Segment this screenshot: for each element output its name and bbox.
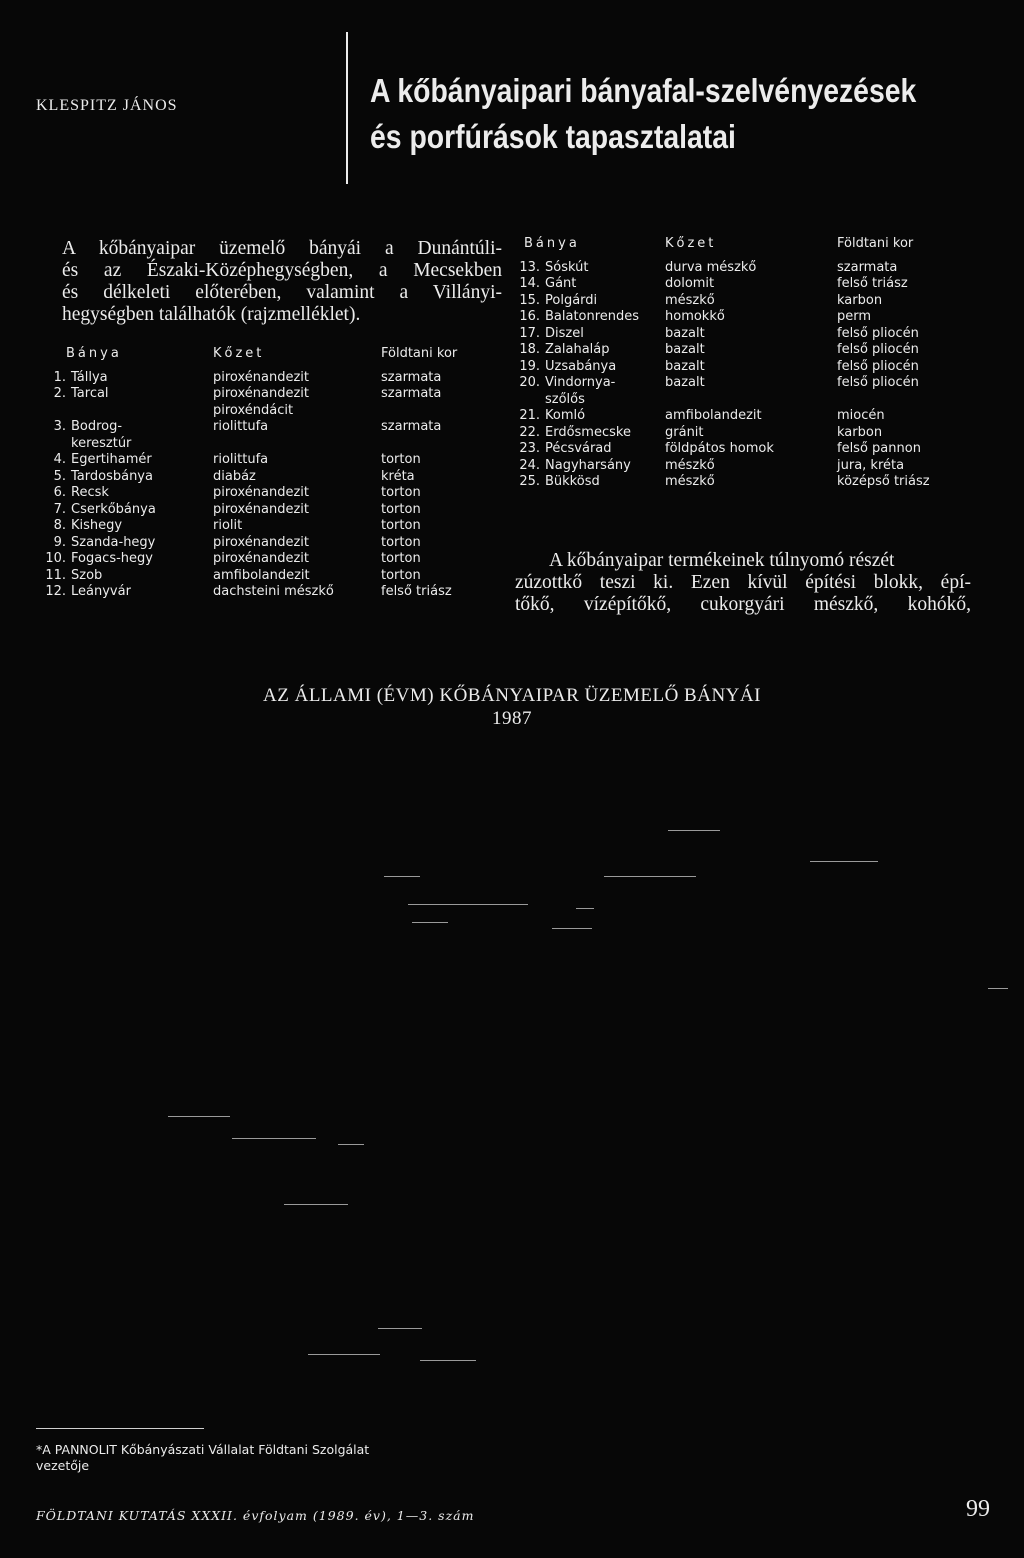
cell-kozet: homokkő <box>665 309 725 324</box>
header-kozet: Kőzet <box>665 236 717 251</box>
table-body-right <box>518 260 930 491</box>
header-divider <box>346 32 348 184</box>
quarry-name: Bükkösd <box>545 474 600 489</box>
map-line <box>552 928 592 929</box>
quarry-name: Cserkőbánya <box>71 501 156 517</box>
table-row <box>44 452 457 469</box>
map-line <box>668 830 720 831</box>
products-line: A kőbányaipar termékeinek túlnyomó részét <box>549 550 895 571</box>
table-row <box>518 276 930 293</box>
cell-kozet: piroxéndácit <box>213 402 294 418</box>
table-row <box>44 370 457 387</box>
cell-kor: felső pliocén <box>837 375 919 390</box>
cell-banya <box>518 260 665 277</box>
row-number: 25. <box>519 474 540 489</box>
cell-kor: torton <box>381 534 421 550</box>
cell-kor: karbon <box>837 292 883 308</box>
cell-kozet: mészkő <box>665 292 715 308</box>
map-line <box>408 904 528 905</box>
row-number: 17. <box>519 325 540 341</box>
quarry-name: Diszel <box>545 325 584 341</box>
cell-kor: kréta <box>381 468 415 484</box>
cell-banya <box>44 469 213 486</box>
table-row <box>518 425 930 442</box>
row-number: 21. <box>519 408 540 423</box>
row-number: 13. <box>519 259 540 275</box>
cell-kozet: dolomit <box>665 276 715 291</box>
cell-kor: felső pliocén <box>837 358 919 374</box>
quarry-name: Gánt <box>545 276 577 291</box>
quarry-name: szőlős <box>545 391 585 407</box>
cell-banya <box>518 293 665 310</box>
quarry-name: keresztúr <box>71 435 132 451</box>
map-line <box>338 1144 364 1145</box>
cell-kozet: amfibolandezit <box>213 567 310 583</box>
cell-kor: torton <box>381 501 421 517</box>
cell-banya <box>518 359 665 376</box>
map-line <box>988 988 1008 989</box>
table-row <box>44 551 457 568</box>
quarry-name: Pécsvárad <box>545 441 612 456</box>
intro-line: és az Északi-Középhegységben, a Mecsekben <box>62 260 502 281</box>
footnote-rule <box>36 1428 204 1429</box>
table-row <box>518 458 930 475</box>
intro-paragraph <box>62 238 502 326</box>
table-row <box>44 485 457 502</box>
table-row <box>518 392 930 409</box>
cell-banya <box>44 584 213 601</box>
products-paragraph <box>515 550 971 616</box>
cell-banya <box>44 568 213 585</box>
cell-banya <box>518 408 665 425</box>
table-row <box>44 502 457 519</box>
map-line <box>308 1354 380 1355</box>
row-number: 8. <box>53 518 66 533</box>
map-caption <box>0 684 1024 730</box>
cell-kor: felső pliocén <box>837 325 919 341</box>
row-number: 11. <box>45 567 66 583</box>
cell-kozet: durva mészkő <box>665 259 757 275</box>
cell-banya <box>518 342 665 359</box>
table-row <box>44 419 457 436</box>
cell-kor: szarmata <box>381 419 442 434</box>
map-line <box>284 1204 348 1205</box>
cell-kor: torton <box>381 551 421 566</box>
table-row <box>518 293 930 310</box>
cell-banya <box>518 458 665 475</box>
cell-kozet: piroxénandezit <box>213 551 309 566</box>
cell-banya <box>44 535 213 552</box>
table-row <box>44 584 457 601</box>
cell-kor: karbon <box>837 424 883 440</box>
products-line: zúzottkő teszi ki. Ezen kívül építési blokk, épí- <box>515 572 971 593</box>
cell-kor: miocén <box>837 408 885 423</box>
row-number: 4. <box>53 452 66 467</box>
cell-banya <box>518 375 665 392</box>
row-number: 2. <box>53 386 66 401</box>
table-row <box>44 403 457 420</box>
map-title: AZ ÁLLAMI (ÉVM) KŐBÁNYAIPAR ÜZEMELŐ BÁNYÁI <box>263 685 761 706</box>
cell-kozet: riolittufa <box>213 452 269 467</box>
cell-kor: szarmata <box>381 386 442 401</box>
cell-kor: perm <box>837 309 872 324</box>
quarry-table-right <box>518 236 930 491</box>
row-number: 3. <box>53 419 66 434</box>
quarry-name: Fogacs-hegy <box>71 551 153 566</box>
map-line <box>420 1360 476 1361</box>
quarry-name: Tardosbánya <box>71 468 153 484</box>
journal-citation: FÖLDTANI KUTATÁS XXXII. évfolyam (1989. év), 1—3. szám <box>36 1508 475 1523</box>
cell-banya <box>44 518 213 535</box>
cell-kor: felső pannon <box>837 441 921 456</box>
header-banya: Bánya <box>66 346 122 361</box>
table-row <box>44 436 457 453</box>
cell-kozet <box>213 436 381 453</box>
cell-kor <box>381 436 457 453</box>
page-number: 99 <box>966 1496 990 1522</box>
cell-banya <box>44 436 213 453</box>
cell-kor: középső triász <box>837 474 930 489</box>
cell-kozet: piroxénandezit <box>213 369 309 385</box>
quarry-name: Nagyharsány <box>545 457 631 473</box>
title-line-2: és porfúrások tapasztalatai <box>370 118 736 155</box>
row-number: 16. <box>519 309 540 324</box>
table-row <box>518 326 930 343</box>
intro-line: és délkeleti előterében, valamint a Villányi- <box>62 282 502 303</box>
cell-kozet: dachsteini mészkő <box>213 584 334 599</box>
author-name: KLESPITZ JÁNOS <box>36 97 178 114</box>
cell-kozet: gránit <box>665 424 704 440</box>
row-number: 18. <box>519 342 540 357</box>
cell-kor: torton <box>381 567 421 583</box>
cell-kozet: amfibolandezit <box>665 408 762 423</box>
cell-banya <box>44 403 213 420</box>
map-line <box>168 1116 230 1117</box>
cell-kor: felső triász <box>837 276 908 291</box>
header-kor: Földtani kor <box>381 346 458 361</box>
cell-kozet: riolit <box>213 518 243 533</box>
intro-line: A kőbányaipar üzemelő bányái a Dunántúli- <box>62 238 502 259</box>
quarry-name: Tállya <box>71 369 108 385</box>
row-number: 14. <box>519 276 540 291</box>
quarry-name: Uzsabánya <box>545 358 617 374</box>
row-number: 20. <box>519 375 540 390</box>
header-kozet: Kőzet <box>213 346 265 361</box>
cell-kor: felső triász <box>381 584 452 599</box>
quarry-name: Bodrog- <box>71 419 123 434</box>
quarry-name: Kishegy <box>71 518 123 533</box>
table-row <box>518 441 930 458</box>
cell-kozet <box>665 392 837 409</box>
cell-banya <box>44 452 213 469</box>
cell-banya <box>44 419 213 436</box>
cell-banya <box>518 309 665 326</box>
row-number: 12. <box>45 584 66 599</box>
table-row <box>518 309 930 326</box>
cell-kozet: földpátos homok <box>665 441 774 456</box>
table-row <box>518 260 930 277</box>
table-row <box>518 474 930 491</box>
article-title <box>370 68 916 160</box>
map-line <box>604 876 696 877</box>
cell-kozet: piroxénandezit <box>213 534 309 550</box>
row-number: 24. <box>519 457 540 473</box>
table-row <box>518 375 930 392</box>
cell-kor: szarmata <box>837 259 898 275</box>
quarry-name: Tarcal <box>71 386 109 401</box>
map-year: 1987 <box>492 708 532 729</box>
cell-kozet: bazalt <box>665 342 705 357</box>
table-row <box>44 568 457 585</box>
quarry-name: Erdősmecske <box>545 424 631 440</box>
table-row <box>44 535 457 552</box>
cell-banya <box>44 370 213 387</box>
cell-kozet: bazalt <box>665 325 705 341</box>
table-row <box>518 359 930 376</box>
cell-kozet: mészkő <box>665 474 715 489</box>
header-kor: Földtani kor <box>837 236 914 251</box>
footnote <box>36 1442 496 1474</box>
table-header-row <box>44 346 457 370</box>
table-row <box>44 386 457 403</box>
quarry-name: Szanda-hegy <box>71 534 156 550</box>
map-area <box>0 760 1024 1420</box>
cell-kozet: bazalt <box>665 358 705 374</box>
cell-kozet: riolittufa <box>213 419 269 434</box>
cell-banya <box>518 392 665 409</box>
cell-banya <box>44 485 213 502</box>
cell-kor <box>837 392 930 409</box>
cell-banya <box>44 386 213 403</box>
map-line <box>378 1328 422 1329</box>
cell-kor: torton <box>381 452 421 467</box>
table-row <box>44 518 457 535</box>
quarry-name: Egertihamér <box>71 452 152 467</box>
table-body-left <box>44 370 457 601</box>
cell-kor: torton <box>381 518 421 533</box>
quarry-name: Polgárdi <box>545 292 598 308</box>
cell-kozet: diabáz <box>213 468 256 484</box>
map-line <box>810 861 878 862</box>
map-line <box>576 908 594 909</box>
header-banya: Bánya <box>524 236 580 251</box>
row-number: 1. <box>53 369 66 385</box>
cell-kozet: piroxénandezit <box>213 386 309 401</box>
table-header-row <box>518 236 930 260</box>
cell-kor: jura, kréta <box>837 457 905 473</box>
cell-kor <box>381 403 457 420</box>
quarry-name: Komló <box>545 408 586 423</box>
cell-banya <box>518 276 665 293</box>
row-number: 22. <box>519 424 540 440</box>
quarry-name: Zalahaláp <box>545 342 610 357</box>
cell-banya <box>518 441 665 458</box>
row-number: 5. <box>53 468 66 484</box>
products-line: tőkő, vízépítőkő, cukorgyári mészkő, kohókő, <box>515 594 971 615</box>
quarry-name: Recsk <box>71 485 109 500</box>
map-line <box>232 1138 316 1139</box>
table-row <box>518 408 930 425</box>
cell-banya <box>518 425 665 442</box>
quarry-table-left <box>44 346 457 601</box>
row-number: 10. <box>45 551 66 566</box>
row-number: 15. <box>519 292 540 308</box>
intro-line: hegységben találhatók (rajzmelléklet). <box>62 304 361 325</box>
cell-banya <box>518 474 665 491</box>
table-row <box>518 342 930 359</box>
cell-banya <box>518 326 665 343</box>
cell-kozet: bazalt <box>665 375 705 390</box>
map-line <box>384 876 420 877</box>
row-number: 9. <box>53 534 66 550</box>
map-line <box>412 922 448 923</box>
cell-kozet: piroxénandezit <box>213 485 309 500</box>
cell-banya <box>44 551 213 568</box>
cell-kor: felső pliocén <box>837 342 919 357</box>
row-number: 6. <box>53 485 66 500</box>
footnote-line: vezetője <box>36 1458 90 1473</box>
quarry-name: Leányvár <box>71 584 131 599</box>
title-line-1: A kőbányaipari bányafal-szelvényezések <box>370 72 917 109</box>
row-number: 19. <box>519 358 540 374</box>
row-number: 23. <box>519 441 540 456</box>
quarry-name: Vindornya- <box>545 375 616 390</box>
quarry-name: Szob <box>71 567 103 583</box>
footnote-line: *A PANNOLIT Kőbányászati Vállalat Földtani Szolgálat <box>36 1442 370 1457</box>
table-row <box>44 469 457 486</box>
cell-kozet: piroxénandezit <box>213 501 309 517</box>
quarry-name: Sóskút <box>545 259 589 275</box>
cell-kor: szarmata <box>381 369 442 385</box>
row-number: 7. <box>53 501 66 517</box>
cell-kozet: mészkő <box>665 457 715 473</box>
quarry-name: Balatonrendes <box>545 309 640 324</box>
cell-kor: torton <box>381 485 421 500</box>
cell-banya <box>44 502 213 519</box>
